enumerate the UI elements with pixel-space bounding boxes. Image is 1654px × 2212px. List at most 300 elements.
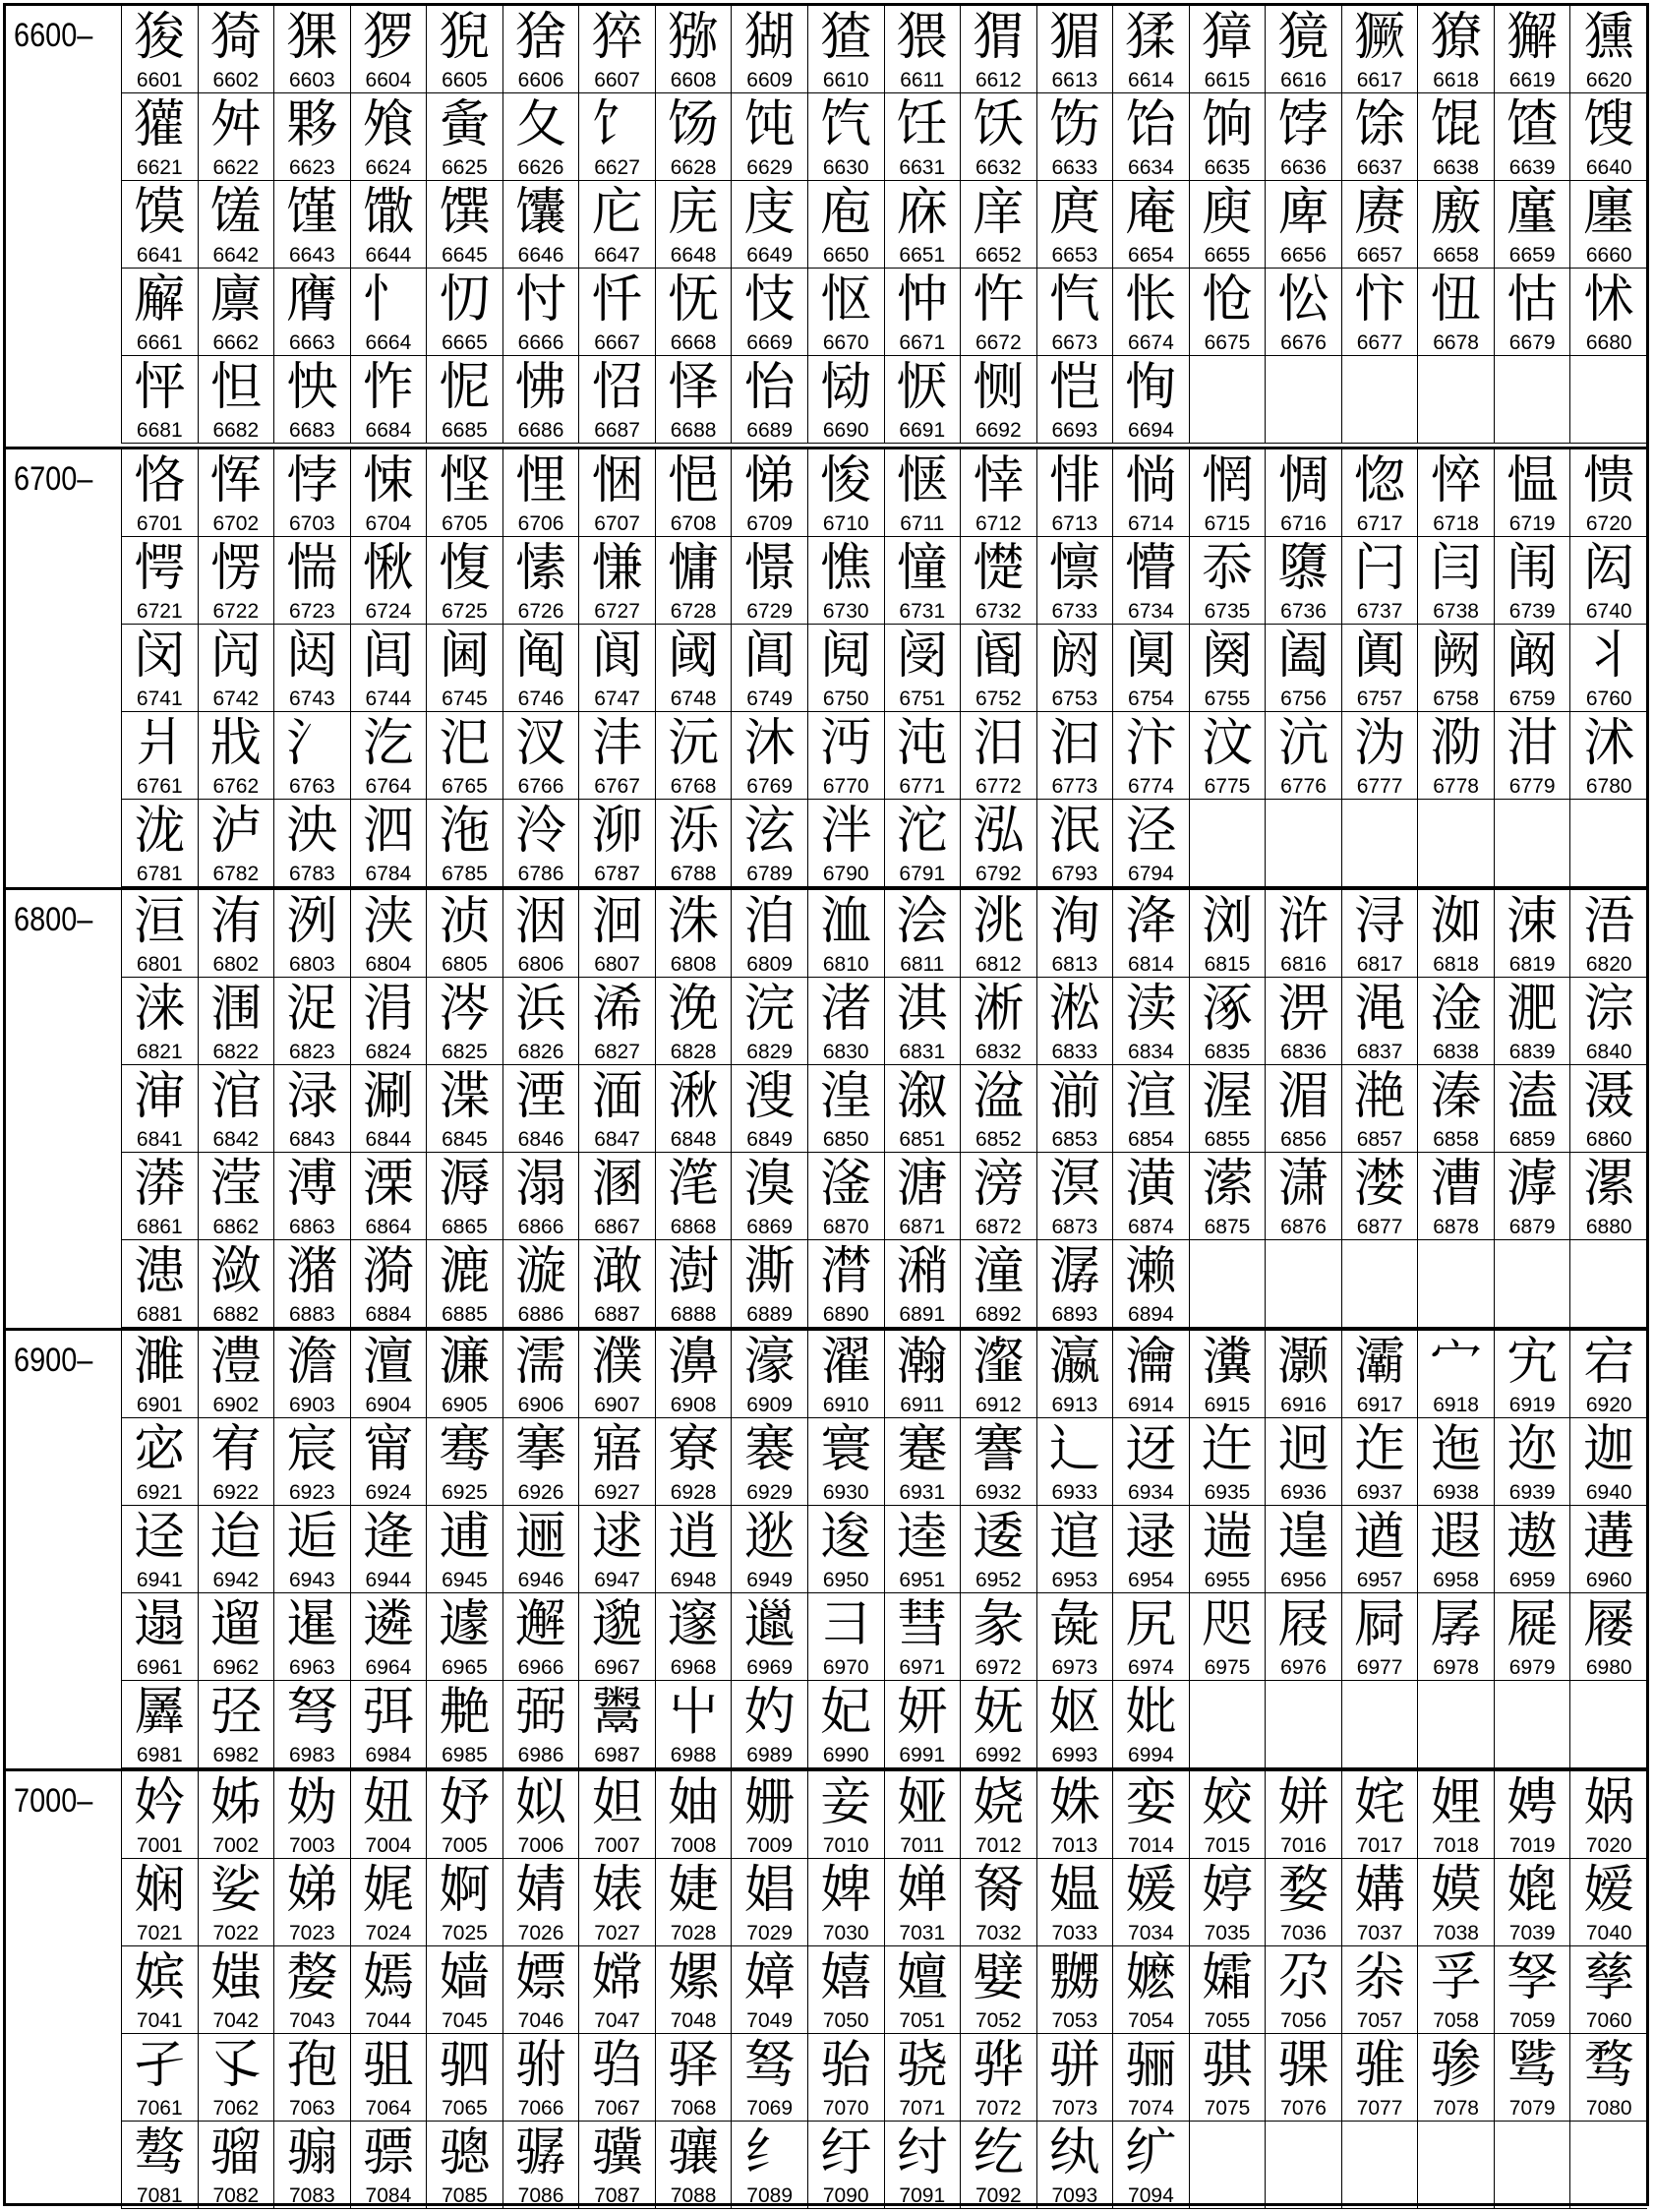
character-code: 6720 — [1585, 512, 1632, 535]
character-code: 6814 — [1128, 953, 1174, 976]
character-glyph: 阄 — [515, 627, 567, 686]
character-cell — [1342, 6, 1419, 93]
character-code: 6618 — [1433, 69, 1479, 91]
character-cell — [274, 537, 351, 625]
character-glyph: 潺 — [1048, 1242, 1100, 1301]
character-glyph: 婺 — [1277, 1861, 1329, 1920]
character-glyph: 浞 — [286, 980, 338, 1039]
character-grid — [121, 890, 1647, 1328]
character-code: 6849 — [746, 1128, 794, 1151]
character-code: 7019 — [1508, 1834, 1556, 1857]
character-code: 7010 — [822, 1834, 869, 1857]
character-cell — [503, 1946, 580, 2034]
character-code: 6976 — [1280, 1656, 1327, 1679]
empty-cell — [1495, 1681, 1571, 1768]
character-code: 6875 — [1204, 1216, 1251, 1238]
character-code: 6754 — [1128, 688, 1174, 710]
character-cell — [885, 269, 962, 356]
character-glyph: 尜 — [1354, 1948, 1406, 2007]
character-cell — [503, 1240, 580, 1328]
character-code: 7037 — [1356, 1922, 1403, 1944]
character-glyph: 迨 — [209, 1508, 262, 1567]
character-code: 7068 — [670, 2097, 717, 2120]
character-glyph: 馐 — [209, 183, 262, 242]
character-code: 6621 — [136, 156, 183, 179]
character-glyph: 溻 — [515, 1155, 567, 1214]
empty-cell — [1342, 2122, 1419, 2209]
character-code: 6745 — [442, 688, 488, 710]
character-glyph: 濂 — [439, 1333, 491, 1392]
character-code: 6936 — [1280, 1481, 1327, 1504]
character-glyph: 闫 — [1430, 539, 1482, 598]
character-cell — [122, 978, 199, 1065]
character-cell — [1570, 625, 1647, 712]
character-code: 6662 — [212, 331, 260, 354]
character-code: 6625 — [442, 156, 488, 179]
character-code: 6950 — [822, 1569, 869, 1591]
character-glyph: 娓 — [362, 1861, 414, 1920]
character-glyph: 逦 — [515, 1508, 567, 1567]
character-cell — [656, 1859, 733, 1946]
character-glyph: 泸 — [209, 802, 262, 861]
character-cell — [1342, 890, 1419, 978]
character-cell — [1113, 449, 1190, 537]
character-glyph: 媪 — [1048, 1861, 1100, 1920]
character-code: 6755 — [1204, 688, 1251, 710]
character-glyph: 骛 — [1583, 2036, 1635, 2095]
character-glyph: 洚 — [1125, 892, 1177, 951]
character-glyph: 滟 — [1354, 1067, 1406, 1126]
character-glyph: 怦 — [134, 358, 186, 417]
character-glyph: 嬲 — [1048, 1948, 1100, 2007]
character-glyph: 骟 — [286, 2123, 338, 2182]
character-cell — [1113, 537, 1190, 625]
character-glyph: 瀚 — [896, 1333, 948, 1392]
character-glyph: 漶 — [134, 1242, 186, 1301]
character-cell — [199, 181, 275, 269]
character-cell — [1113, 1593, 1190, 1681]
character-code: 6858 — [1433, 1128, 1479, 1151]
character-cell — [1113, 181, 1190, 269]
code-section — [6, 887, 1646, 1328]
character-glyph: 怵 — [1583, 270, 1635, 329]
character-glyph: 溟 — [1048, 1155, 1100, 1214]
character-glyph: 灞 — [1354, 1333, 1406, 1392]
character-glyph: 姹 — [1354, 1773, 1406, 1832]
character-glyph: 妾 — [820, 1773, 872, 1832]
character-cell — [732, 712, 808, 800]
character-code: 6794 — [1128, 863, 1174, 885]
character-glyph: 浒 — [1277, 892, 1329, 951]
character-glyph: 廛 — [1583, 183, 1635, 242]
character-code: 6933 — [1051, 1481, 1098, 1504]
character-code: 6804 — [365, 953, 412, 976]
character-code: 6854 — [1128, 1128, 1174, 1151]
character-cell — [503, 2034, 580, 2122]
character-glyph: 浈 — [439, 892, 491, 951]
character-glyph: 猬 — [973, 8, 1025, 67]
character-glyph: 渖 — [134, 1067, 186, 1126]
character-glyph: 潋 — [209, 1242, 262, 1301]
character-cell — [1495, 93, 1571, 181]
character-code: 6738 — [1433, 600, 1479, 623]
character-code: 6604 — [365, 69, 412, 91]
character-code: 7026 — [517, 1922, 564, 1944]
character-code: 6878 — [1433, 1216, 1479, 1238]
character-cell — [122, 1859, 199, 1946]
character-code: 6657 — [1356, 244, 1403, 267]
character-cell — [199, 1418, 275, 1506]
character-code: 6821 — [136, 1041, 183, 1063]
character-cell — [351, 1681, 428, 1768]
character-cell — [1266, 1065, 1342, 1153]
character-glyph: 忸 — [1430, 270, 1482, 329]
character-glyph: 濯 — [820, 1333, 872, 1392]
character-code: 6644 — [365, 244, 412, 267]
character-glyph: 涫 — [209, 1067, 262, 1126]
character-glyph: 潸 — [820, 1242, 872, 1301]
character-code: 7024 — [365, 1922, 412, 1944]
character-code: 6846 — [517, 1128, 564, 1151]
character-code: 6601 — [136, 69, 183, 91]
character-code: 6869 — [746, 1216, 794, 1238]
character-code: 6836 — [1280, 1041, 1327, 1063]
character-code: 6789 — [746, 863, 794, 885]
character-glyph: 馊 — [1583, 95, 1635, 154]
character-code: 7084 — [365, 2184, 412, 2207]
empty-cell — [1342, 1681, 1419, 1768]
character-code: 6718 — [1433, 512, 1479, 535]
character-code: 6964 — [365, 1656, 412, 1679]
character-cell — [427, 1946, 503, 2034]
character-code: 6980 — [1585, 1656, 1632, 1679]
character-code: 6918 — [1433, 1394, 1479, 1416]
character-glyph: 姘 — [1277, 1773, 1329, 1832]
character-code: 6919 — [1508, 1394, 1556, 1416]
character-cell — [1495, 1593, 1571, 1681]
character-cell — [1495, 1065, 1571, 1153]
character-glyph: 饨 — [743, 95, 796, 154]
character-cell — [1495, 1946, 1571, 2034]
character-code: 6739 — [1508, 600, 1556, 623]
character-glyph: 娈 — [1125, 1773, 1177, 1832]
character-glyph: 孑 — [134, 2036, 186, 2095]
character-glyph: 獐 — [1201, 8, 1253, 67]
character-code: 7041 — [136, 2009, 183, 2032]
character-code: 6736 — [1280, 600, 1327, 623]
character-cell — [732, 537, 808, 625]
character-glyph: 姒 — [515, 1773, 567, 1832]
character-code: 7086 — [517, 2184, 564, 2207]
character-cell — [427, 2034, 503, 2122]
character-code: 6909 — [746, 1394, 794, 1416]
character-glyph: 怊 — [591, 358, 643, 417]
character-cell — [274, 1418, 351, 1506]
character-code: 7075 — [1204, 2097, 1251, 2120]
empty-cell — [1570, 800, 1647, 887]
character-glyph: 孓 — [209, 2036, 262, 2095]
character-glyph: 邈 — [591, 1595, 643, 1654]
character-glyph: 淠 — [1277, 980, 1329, 1039]
character-glyph: 骅 — [973, 2036, 1025, 2095]
character-code: 7043 — [289, 2009, 335, 2032]
character-glyph: 馕 — [515, 183, 567, 242]
character-glyph: 洹 — [134, 892, 186, 951]
character-glyph: 怫 — [515, 358, 567, 417]
character-glyph: 阏 — [1048, 627, 1100, 686]
character-glyph: 骥 — [591, 2123, 643, 2182]
character-glyph: 妫 — [286, 1773, 338, 1832]
character-glyph: 娅 — [896, 1773, 948, 1832]
character-cell — [427, 6, 503, 93]
character-code: 6808 — [670, 953, 717, 976]
character-glyph: 忝 — [1201, 539, 1253, 598]
character-cell — [656, 1240, 733, 1328]
character-cell — [1418, 712, 1495, 800]
character-code: 6773 — [1051, 775, 1098, 798]
character-glyph: 泖 — [591, 802, 643, 861]
character-glyph: 滗 — [668, 1155, 720, 1214]
character-cell — [1342, 1593, 1419, 1681]
character-code: 6946 — [517, 1569, 564, 1591]
character-glyph: 胬 — [973, 1861, 1025, 1920]
character-glyph: 怡 — [743, 358, 796, 417]
character-code: 7057 — [1356, 2009, 1403, 2032]
character-glyph: 逶 — [973, 1508, 1025, 1567]
character-cell — [656, 1153, 733, 1240]
character-code: 6749 — [746, 688, 794, 710]
character-code: 7033 — [1051, 1922, 1098, 1944]
character-glyph: 悌 — [743, 451, 796, 510]
character-cell — [503, 181, 580, 269]
character-glyph: 淇 — [896, 980, 948, 1039]
character-glyph: 廑 — [1506, 183, 1559, 242]
character-glyph: 寤 — [591, 1420, 643, 1479]
character-cell — [274, 890, 351, 978]
character-code: 6629 — [746, 156, 794, 179]
character-glyph: 饩 — [820, 95, 872, 154]
character-code: 6971 — [899, 1656, 946, 1679]
character-cell — [656, 712, 733, 800]
character-glyph: 婧 — [515, 1861, 567, 1920]
character-code: 6857 — [1356, 1128, 1403, 1151]
character-code: 6817 — [1356, 953, 1403, 976]
character-cell — [1570, 1506, 1647, 1593]
character-cell — [1418, 181, 1495, 269]
character-glyph: 潲 — [896, 1242, 948, 1301]
character-glyph: 妞 — [362, 1773, 414, 1832]
character-glyph: 辶 — [1048, 1420, 1100, 1479]
character-cell — [579, 1506, 656, 1593]
character-glyph: 漯 — [1583, 1155, 1635, 1214]
character-code: 7030 — [822, 1922, 869, 1944]
character-glyph: 饫 — [973, 95, 1025, 154]
character-code: 7008 — [670, 1834, 717, 1857]
character-glyph: 遄 — [1201, 1508, 1253, 1567]
character-code: 6934 — [1128, 1481, 1174, 1504]
character-glyph: 暹 — [286, 1595, 338, 1654]
character-code: 6734 — [1128, 600, 1174, 623]
character-cell — [1113, 269, 1190, 356]
character-glyph: 忭 — [1354, 270, 1406, 329]
character-glyph: 汊 — [515, 714, 567, 773]
character-cell — [1495, 1771, 1571, 1859]
section-label: 7000– — [14, 1782, 93, 1820]
character-glyph: 渫 — [439, 1067, 491, 1126]
character-glyph: 忉 — [439, 270, 491, 329]
character-glyph: 邃 — [668, 1595, 720, 1654]
character-code: 6710 — [822, 512, 869, 535]
character-cell — [503, 978, 580, 1065]
character-code: 7013 — [1051, 1834, 1098, 1857]
character-glyph: 潇 — [1277, 1155, 1329, 1214]
character-glyph: 猢 — [743, 8, 796, 67]
character-cell — [1266, 269, 1342, 356]
character-code: 6660 — [1585, 244, 1632, 267]
character-cell — [351, 1946, 428, 2034]
character-cell — [503, 537, 580, 625]
character-cell — [1570, 2034, 1647, 2122]
character-cell — [122, 712, 199, 800]
character-cell — [885, 1771, 962, 1859]
character-cell — [427, 2122, 503, 2209]
character-cell — [885, 1593, 962, 1681]
character-code: 6633 — [1051, 156, 1098, 179]
character-glyph: 澌 — [743, 1242, 796, 1301]
character-glyph: 骞 — [439, 1420, 491, 1479]
character-glyph: 逋 — [439, 1508, 491, 1567]
character-cell — [274, 269, 351, 356]
character-cell — [1570, 1946, 1647, 2034]
character-code: 7038 — [1433, 1922, 1479, 1944]
character-glyph: 獍 — [1277, 8, 1329, 67]
character-code: 6717 — [1356, 512, 1403, 535]
character-code: 6837 — [1356, 1041, 1403, 1063]
character-cell — [1495, 449, 1571, 537]
character-code: 6706 — [517, 512, 564, 535]
character-cell — [351, 269, 428, 356]
character-cell — [1190, 625, 1267, 712]
character-code: 6779 — [1508, 775, 1556, 798]
character-code: 7050 — [822, 2009, 869, 2032]
character-code: 6784 — [365, 863, 412, 885]
character-code: 7066 — [517, 2097, 564, 2120]
character-glyph: 溽 — [439, 1155, 491, 1214]
character-glyph: 怩 — [439, 358, 491, 417]
character-glyph: 屣 — [1506, 1595, 1559, 1654]
character-glyph: 洵 — [1048, 892, 1100, 951]
character-code: 6940 — [1585, 1481, 1632, 1504]
character-code: 6925 — [442, 1481, 488, 1504]
character-glyph: 逖 — [743, 1508, 796, 1567]
character-glyph: 甯 — [362, 1420, 414, 1479]
character-cell — [1190, 449, 1267, 537]
character-code: 6614 — [1128, 69, 1174, 91]
character-cell — [656, 356, 733, 444]
character-cell — [961, 2034, 1037, 2122]
character-cell — [503, 449, 580, 537]
character-cell — [808, 93, 885, 181]
character-cell — [1495, 1859, 1571, 1946]
empty-cell — [1418, 2122, 1495, 2209]
empty-cell — [1570, 356, 1647, 444]
character-code: 6848 — [670, 1128, 717, 1151]
character-code: 6678 — [1433, 331, 1479, 354]
character-cell — [1037, 1859, 1114, 1946]
character-cell — [1190, 1771, 1267, 1859]
character-cell — [427, 1681, 503, 1768]
character-code: 6923 — [289, 1481, 335, 1504]
character-code: 6636 — [1280, 156, 1327, 179]
character-cell — [961, 1681, 1037, 1768]
character-code: 6689 — [746, 419, 794, 442]
character-code: 6712 — [975, 512, 1022, 535]
character-glyph: 阈 — [668, 627, 720, 686]
character-cell — [199, 890, 275, 978]
character-glyph: 沩 — [1354, 714, 1406, 773]
character-glyph: 骀 — [820, 2036, 872, 2095]
character-glyph: 婕 — [668, 1861, 720, 1920]
character-glyph: 馀 — [1354, 95, 1406, 154]
character-glyph: 阗 — [1354, 627, 1406, 686]
character-cell — [1190, 712, 1267, 800]
character-code: 6840 — [1585, 1041, 1632, 1063]
character-cell — [1495, 978, 1571, 1065]
character-code: 6965 — [442, 1656, 488, 1679]
character-glyph: 逭 — [1048, 1508, 1100, 1567]
character-cell — [1418, 449, 1495, 537]
character-code: 7036 — [1280, 1922, 1327, 1944]
character-code: 6832 — [975, 1041, 1022, 1063]
character-glyph: 漩 — [515, 1242, 567, 1301]
character-cell — [199, 978, 275, 1065]
character-cell — [1495, 890, 1571, 978]
character-glyph: 泱 — [286, 802, 338, 861]
character-code: 6992 — [975, 1744, 1022, 1766]
character-cell — [656, 1331, 733, 1418]
character-glyph: 洇 — [515, 892, 567, 951]
character-glyph: 驿 — [668, 2036, 720, 2095]
character-code: 6835 — [1204, 1041, 1251, 1063]
character-glyph: 浏 — [1201, 892, 1253, 951]
character-glyph: 饣 — [591, 95, 643, 154]
character-cell — [427, 1506, 503, 1593]
character-code: 7014 — [1128, 1834, 1174, 1857]
character-glyph: 淙 — [1583, 980, 1635, 1039]
character-glyph: 迩 — [1506, 1420, 1559, 1479]
character-cell — [503, 1418, 580, 1506]
character-glyph: 尻 — [1125, 1595, 1177, 1654]
character-cell — [732, 800, 808, 887]
character-code: 6889 — [746, 1303, 794, 1326]
character-code: 6801 — [136, 953, 183, 976]
character-glyph: 憷 — [973, 539, 1025, 598]
character-cell — [1190, 1065, 1267, 1153]
character-cell — [1190, 1153, 1267, 1240]
character-glyph: 孚 — [1430, 1948, 1482, 2007]
character-code: 6694 — [1128, 419, 1174, 442]
character-glyph: 渥 — [1201, 1067, 1253, 1126]
code-chart-sheet — [3, 3, 1649, 2206]
character-cell — [808, 1153, 885, 1240]
character-cell — [1495, 1331, 1571, 1418]
character-cell — [427, 890, 503, 978]
character-code: 7012 — [975, 1834, 1022, 1857]
character-glyph: 遛 — [209, 1595, 262, 1654]
character-glyph: 湟 — [820, 1067, 872, 1126]
character-code: 6619 — [1508, 69, 1556, 91]
character-code: 7053 — [1051, 2009, 1098, 2032]
